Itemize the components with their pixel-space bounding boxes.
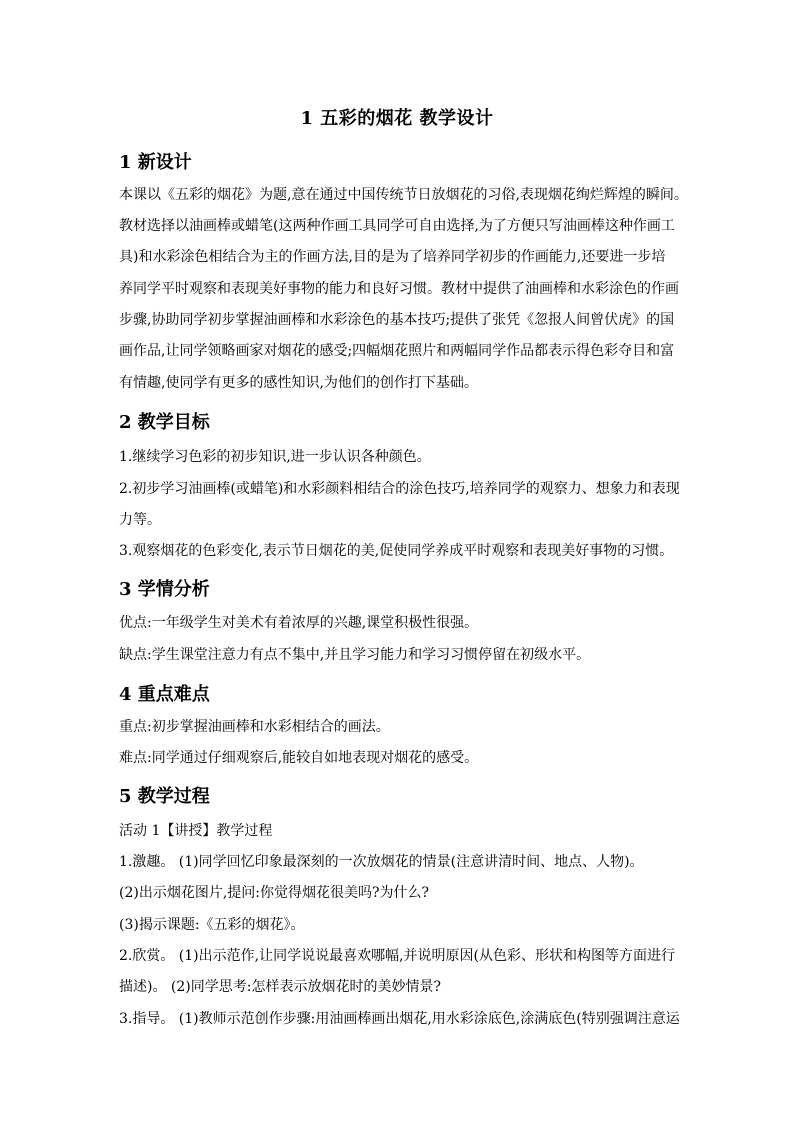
section-heading-goals: 2 教学目标 (119, 412, 210, 433)
paragraph-line: (3)揭示课题:《五彩的烟花》。 (119, 917, 305, 933)
paragraph-line: 2.初步学习油画棒(或蜡笔)和水彩颜料相结合的涂色技巧,培养同学的观察力、想象力和表现 (119, 481, 680, 497)
section-heading-new-design: 1 新设计 (119, 152, 192, 173)
paragraph-line: 缺点:学生课堂注意力有点不集中,并且学习能力和学习习惯停留在初级水平。 (119, 647, 591, 663)
paragraph-line: 1.继续学习色彩的初步知识,进一步认识各种颜色。 (119, 449, 431, 465)
section-heading-analysis: 3 学情分析 (119, 579, 210, 600)
paragraph-line: 有情趣,使同学有更多的感性知识,为他们的创作打下基础。 (119, 375, 478, 391)
paragraph-line: 画作品,让同学领略画家对烟花的感受;四幅烟花照片和两幅同学作品都表示得色彩夺目和富 (119, 343, 675, 359)
paragraph-line: 描述)。 (2)同学思考:怎样表示放烟花时的美妙情景? (119, 979, 441, 995)
paragraph-line: 教材选择以油画棒或蜡笔(这两种作画工具同学可自由选择,为了方便只写油画棒这种作画工 (119, 218, 675, 234)
paragraph-line: 步骤,协助同学初步掌握油画棒和水彩涂色的基本技巧;提供了张凭《忽报人间曾伏虎》的国 (119, 312, 675, 328)
section-heading-process: 5 教学过程 (119, 786, 210, 807)
document-title: 1 五彩的烟花 教学设计 (300, 108, 494, 129)
paragraph-line: 养同学平时观察和表现美好事物的能力和良好习惯。教材中提供了油画棒和水彩涂色的作画 (119, 281, 679, 297)
paragraph-line: 优点:一年级学生对美术有着浓厚的兴趣,课堂积极性很强。 (119, 615, 479, 631)
paragraph-line: 3.指导。 (1)教师示范创作步骤:用油画棒画出烟花,用水彩涂底色,涂满底色(特别强调注意运 (119, 1011, 680, 1027)
paragraph-line: 活动 1【讲授】教学过程 (119, 823, 273, 839)
paragraph-line: 本课以《五彩的烟花》为题,意在通过中国传统节日放烟花的习俗,表现烟花绚烂辉煌的瞬间。 (119, 187, 688, 203)
paragraph-line: 难点:同学通过仔细观察后,能较自如地表现对烟花的感受。 (119, 750, 479, 766)
paragraph-line: (2)出示烟花图片,提问:你觉得烟花很美吗?为什么? (119, 885, 430, 901)
paragraph-line: 力等。 (119, 512, 161, 528)
section-heading-key-points: 4 重点难点 (119, 684, 210, 705)
paragraph-line: 具)和水彩涂色相结合为主的作画方法,目的是为了培养同学初步的作画能力,还要进一步培 (119, 249, 666, 265)
paragraph-line: 3.观察烟花的色彩变化,表示节日烟花的美,促使同学养成平时观察和表现美好事物的习惯。 (119, 543, 674, 559)
paragraph-line: 1.激趣。 (1)同学回忆印象最深刻的一次放烟花的情景(注意讲清时间、地点、人物)。 (119, 854, 644, 870)
paragraph-line: 2.欣赏。 (1)出示范作,让同学说说最喜欢哪幅,并说明原因(从色彩、形状和构图等方面进行 (119, 948, 675, 964)
paragraph-line: 重点:初步掌握油画棒和水彩相结合的画法。 (119, 719, 390, 735)
